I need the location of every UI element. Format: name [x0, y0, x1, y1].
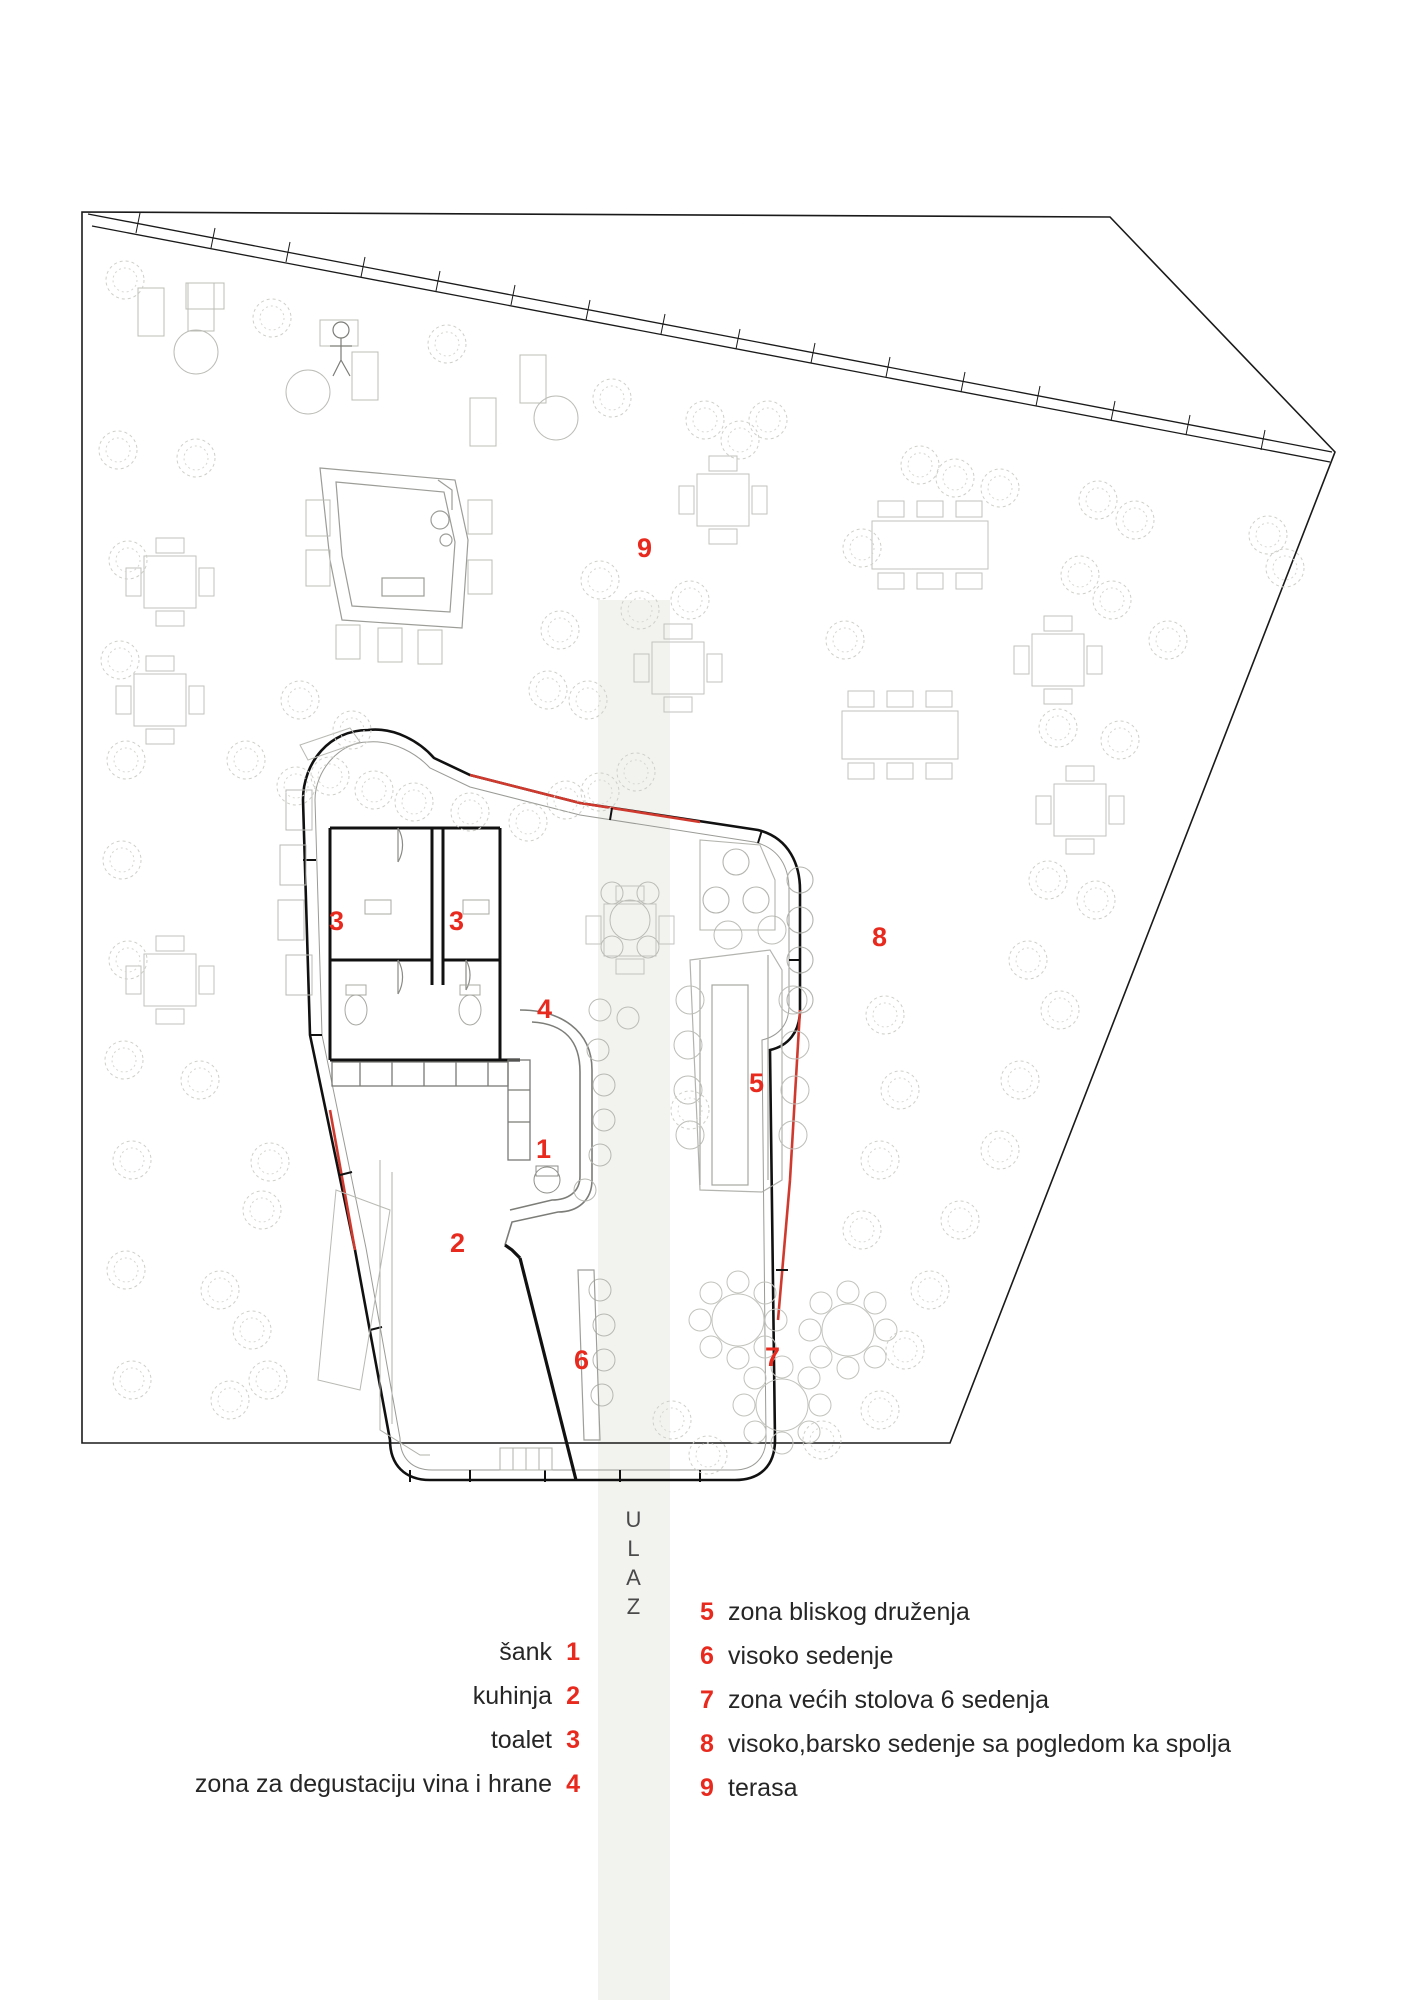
legend-number: 9 [700, 1774, 714, 1802]
callout-3-left: 3 [329, 906, 345, 936]
legend-item [700, 1590, 1360, 1634]
entrance-letter-z: Z [626, 1594, 642, 1619]
callout-1: 1 [536, 1134, 552, 1164]
callout-9: 9 [637, 533, 653, 563]
legend-number: 3 [566, 1726, 580, 1754]
entrance-letter-u: U [625, 1507, 643, 1532]
callout-8: 8 [872, 922, 888, 952]
legend-label: zona većih stolova 6 sedenja [728, 1686, 1050, 1714]
callout-3-right: 3 [449, 906, 465, 936]
legend-left [60, 1630, 580, 1806]
legend-number: 1 [566, 1638, 580, 1666]
entrance-letter-a: A [626, 1565, 642, 1590]
legend-label: visoko,barsko sedenje sa pogledom ka spolja [728, 1730, 1232, 1758]
callout-5: 5 [749, 1068, 765, 1098]
entrance-label [614, 1505, 654, 1621]
legend-item [700, 1766, 1360, 1810]
legend-label: kuhinja [472, 1682, 552, 1710]
legend-number: 6 [700, 1642, 714, 1670]
entrance-letter-l: L [627, 1536, 641, 1561]
legend-item [60, 1674, 580, 1718]
callout-6: 6 [574, 1345, 590, 1375]
legend-label: visoko sedenje [728, 1642, 894, 1670]
callout-4: 4 [537, 994, 553, 1024]
callout-7: 7 [765, 1342, 781, 1372]
legend-number: 5 [700, 1598, 714, 1626]
legend-label: zona za degustaciju vina i hrane [194, 1770, 552, 1798]
legend-number: 2 [566, 1682, 580, 1710]
legend-item [60, 1762, 580, 1806]
legend-number: 4 [566, 1770, 580, 1798]
legend-label: zona bliskog druženja [728, 1598, 970, 1626]
callout-2: 2 [450, 1228, 466, 1258]
legend-label: šank [499, 1638, 552, 1666]
legend-number: 8 [700, 1730, 714, 1758]
legend-item [700, 1634, 1360, 1678]
legend-label: toalet [490, 1726, 552, 1754]
legend-number: 7 [700, 1686, 714, 1714]
legend-item [60, 1718, 580, 1762]
legend-label: terasa [728, 1774, 798, 1802]
legend-item [700, 1678, 1360, 1722]
legend-right [700, 1590, 1360, 1810]
legend-item [60, 1630, 580, 1674]
legend-item [700, 1722, 1360, 1766]
